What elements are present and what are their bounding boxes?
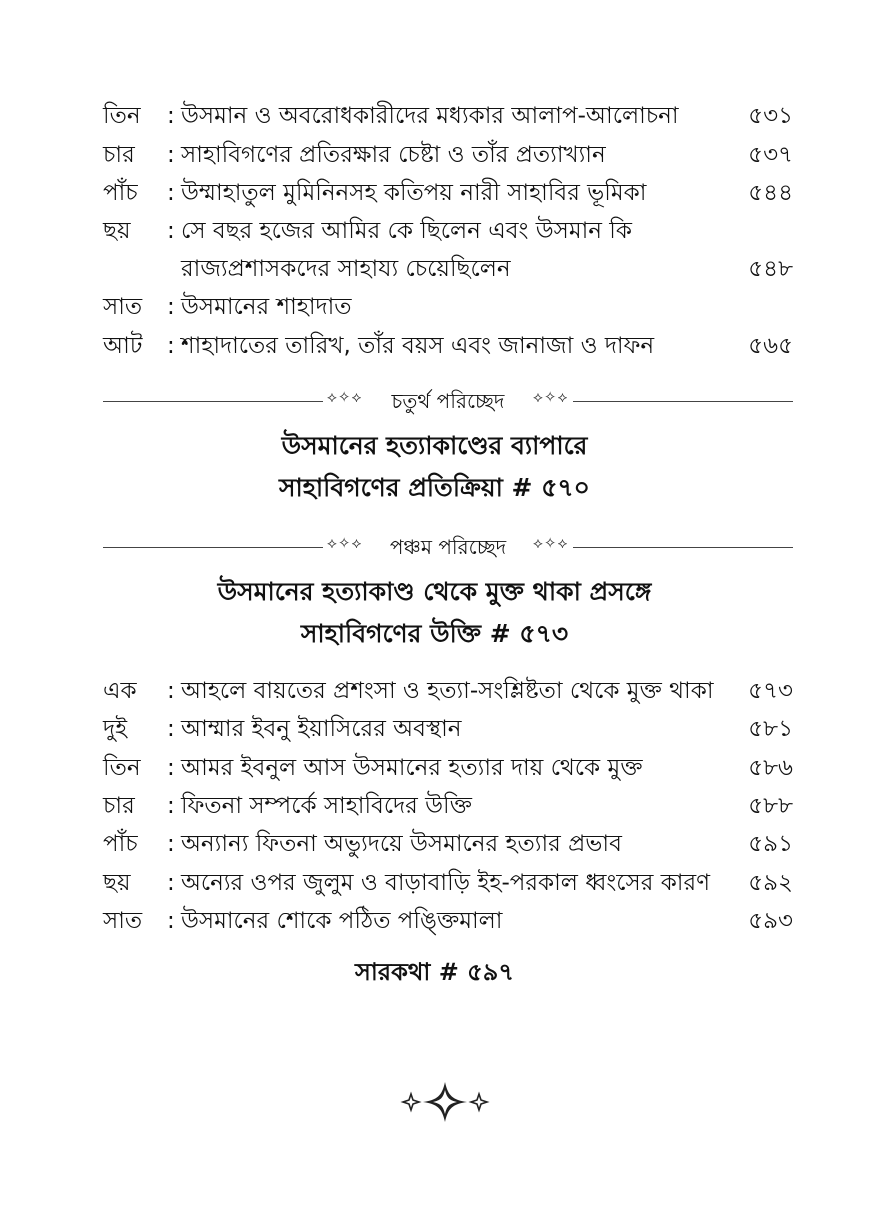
entry-page-number: ৫৪৪: [748, 180, 793, 206]
entry-page-number: ৫৮৮: [748, 793, 793, 819]
entry-title: উসমান ও অবরোধকারীদের মধ্যকার আলাপ-আলোচনা: [181, 103, 679, 129]
entry-number: চার: [103, 142, 135, 168]
entry-title: রাজ্যপ্রশাসকদের সাহায্য চেয়েছিলেন: [181, 256, 511, 282]
toc-entry: [103, 213, 793, 249]
entry-colon: :: [167, 908, 175, 934]
entry-title: উসমানের শাহাদাত: [181, 294, 352, 320]
entry-colon: :: [167, 755, 175, 781]
entry-number: পাঁচ: [103, 831, 138, 857]
entry-number: আট: [103, 333, 143, 359]
entry-title: উম্মাহাতুল মুমিনিনসহ কতিপয় নারী সাহাবির ভূমিকা: [181, 180, 647, 206]
entry-page-number: ৫৩১: [748, 103, 793, 129]
entry-title: আহলে বায়তের প্রশংসা ও হত্যা-সংশ্লিষ্টতা থেকে মুক্ত থাকা: [181, 678, 714, 704]
toc-entry: [103, 137, 793, 173]
entry-title: আমর ইবনুল আস উসমানের হত্যার দায় থেকে মুক্ত: [181, 755, 643, 781]
chapter-heading: সাহাবিগণের উক্তি # ৫৭৩: [300, 619, 569, 648]
chapter-divider: [103, 532, 793, 562]
entry-number: ছয়: [103, 870, 131, 896]
toc-entry: [103, 711, 793, 747]
entry-colon: :: [167, 333, 175, 359]
entry-page-number: ৫৮১: [748, 716, 793, 742]
entry-colon: :: [167, 180, 175, 206]
sparkle-ornament-icon: ⟡✧⟡: [533, 534, 569, 552]
summary-heading: সারকথা # ৫৯৭: [355, 958, 514, 986]
entry-number: ছয়: [103, 218, 131, 244]
toc-entry: [103, 865, 793, 901]
entry-title: অন্যান্য ফিতনা অভ্যুদয়ে উসমানের হত্যার প্রভাব: [181, 831, 622, 857]
entry-page-number: ৫৭৩: [748, 678, 793, 704]
toc-entry: [103, 673, 793, 709]
entry-number: দুই: [103, 716, 128, 742]
entry-page-number: ৫৪৮: [748, 256, 793, 282]
toc-entry-continuation: [103, 251, 793, 287]
entry-colon: :: [167, 678, 175, 704]
entry-title: আম্মার ইবনু ইয়াসিরের অবস্থান: [181, 716, 462, 742]
entry-page-number: ৫৮৬: [748, 755, 793, 781]
toc-entry: [103, 328, 793, 364]
chapter-heading: উসমানের হত্যাকাণ্ড থেকে মুক্ত থাকা প্রসঙ্গে: [217, 577, 652, 606]
entry-title: উসমানের শোকে পঠিত পঙ্ক্তিমালা: [181, 908, 503, 934]
toc-entry: [103, 788, 793, 824]
toc-entry: [103, 289, 793, 325]
toc-entry: [103, 98, 793, 134]
entry-page-number: ৫৯১: [748, 831, 793, 857]
chapter-divider: [103, 386, 793, 416]
chapter-heading: সাহাবিগণের প্রতিক্রিয়া # ৫৭০: [279, 473, 590, 502]
entry-number: চার: [103, 793, 135, 819]
entry-page-number: ৫৬৫: [748, 333, 793, 359]
entry-title: শাহাদাতের তারিখ, তাঁর বয়স এবং জানাজা ও দাফন: [181, 333, 655, 359]
entry-title: সাহাবিগণের প্রতিরক্ষার চেষ্টা ও তাঁর প্রত্যাখ্যান: [181, 142, 606, 168]
chapter-label: চতুর্থ পরিচ্ছেদ: [391, 389, 505, 413]
entry-page-number: ৫৯৩: [748, 908, 793, 934]
entry-page-number: ৫৯২: [748, 870, 793, 896]
entry-page-number: ৫৩৭: [748, 142, 793, 168]
entry-title: ফিতনা সম্পর্কে সাহাবিদের উক্তি: [181, 793, 472, 819]
toc-entry: [103, 826, 793, 862]
toc-entry: [103, 750, 793, 786]
entry-colon: :: [167, 793, 175, 819]
entry-colon: :: [167, 870, 175, 896]
divider-line-right: [573, 547, 793, 548]
sparkle-ornament-icon: ⟡✧⟡: [327, 534, 363, 552]
entry-number: তিন: [103, 103, 141, 129]
entry-number: সাত: [103, 294, 143, 320]
end-ornament-icon: [395, 1080, 495, 1124]
entry-number: সাত: [103, 908, 143, 934]
chapter-heading: উসমানের হত্যাকাণ্ডের ব্যাপারে: [281, 431, 588, 460]
entry-colon: :: [167, 716, 175, 742]
entry-number: তিন: [103, 755, 141, 781]
toc-entry: [103, 903, 793, 939]
entry-number: পাঁচ: [103, 180, 138, 206]
sparkle-ornament-icon: ⟡✧⟡: [533, 388, 569, 406]
entry-colon: :: [167, 294, 175, 320]
entry-title: অন্যের ওপর জুলুম ও বাড়াবাড়ি ইহ-পরকাল ধ্বংসের কারণ: [181, 870, 711, 896]
entry-colon: :: [167, 831, 175, 857]
entry-colon: :: [167, 103, 175, 129]
sparkle-ornament-icon: ⟡✧⟡: [327, 388, 363, 406]
entry-number: এক: [103, 678, 137, 704]
entry-title: সে বছর হজের আমির কে ছিলেন এবং উসমান কি: [181, 218, 632, 244]
toc-entry: [103, 175, 793, 211]
entry-colon: :: [167, 142, 175, 168]
chapter-label: পঞ্চম পরিচ্ছেদ: [389, 535, 507, 559]
entry-colon: :: [167, 218, 175, 244]
divider-line-right: [573, 401, 793, 402]
